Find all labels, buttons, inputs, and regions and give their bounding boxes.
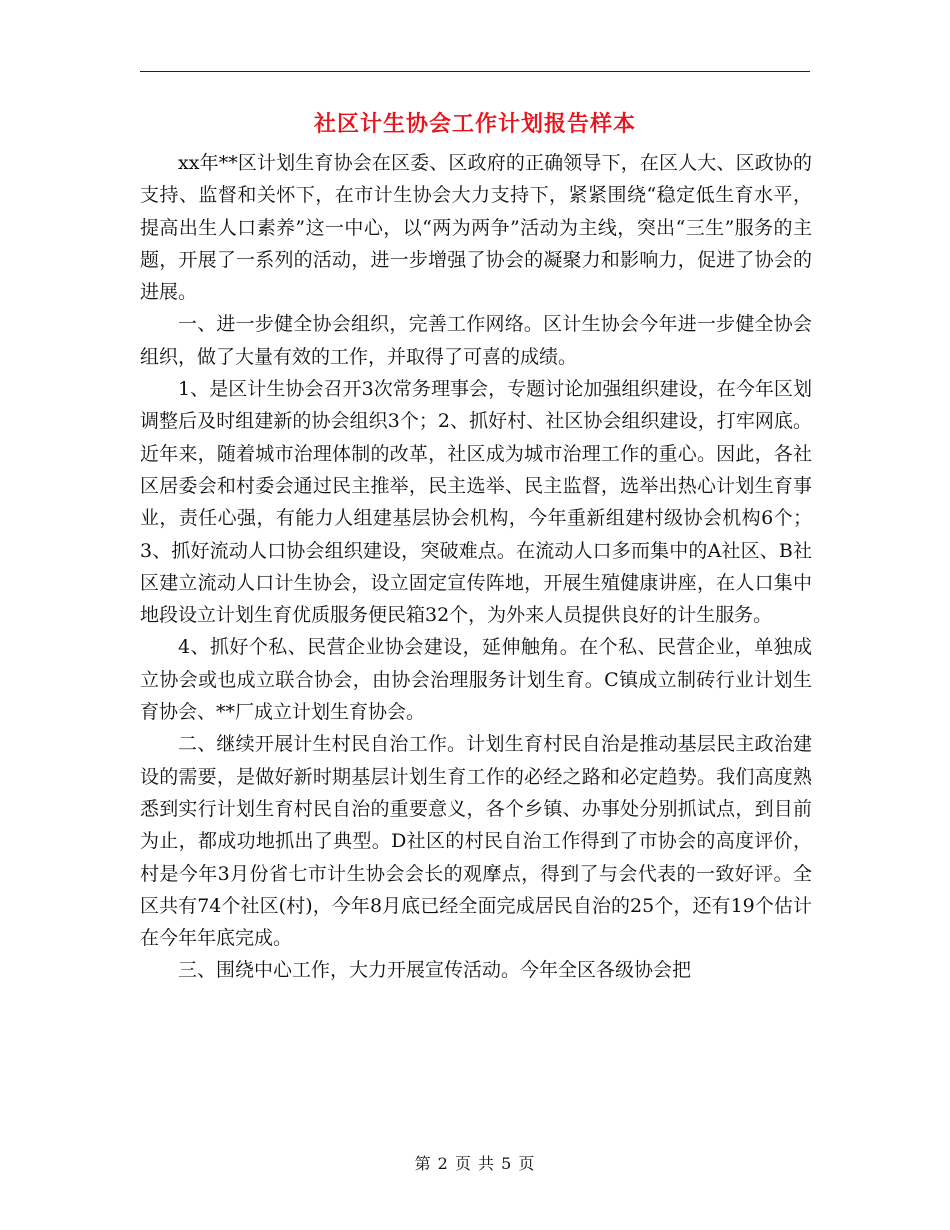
- header-rule: [140, 71, 810, 72]
- paragraph-section-1: 一、进一步健全协会组织，完善工作网络。区计生协会今年进一步健全协会组织，做了大量有效的工作，并取得了可喜的成绩。: [140, 313, 812, 368]
- document-body: [140, 147, 812, 987]
- paragraph-section-2: 二、继续开展计生村民自治工作。计划生育村民自治是推动基层民主政治建设的需要，是做好新时期基层计划生育工作的必经之路和必定趋势。我们高度熟悉到实行计划生育村民自治的重要意义，各个乡镇、办事处分别抓试点，到目前为止，都成功地抓出了典型。D社区的村民自治工作得到了市协会的高度评价，村是今年3月份省七市计生协会会长的观摩点，得到了与会代表的一致好评。全区共有74个社区(村)，今年8月底已经全面完成居民自治的25个，还有19个估计在今年年底完成。: [140, 733, 812, 950]
- paragraph-intro: xx年**区计划生育协会在区委、区政府的正确领导下，在区人大、区政协的支持、监督和关怀下，在市计生协会大力支持下，紧紧围绕“稳定低生育水平，提高出生人口素养”这一中心，以“两为两争”活动为主线，突出“三生”服务的主题，开展了一系列的活动，进一步增强了协会的凝聚力和影响力，促进了协会的进展。: [140, 152, 812, 304]
- paragraph-enterprise-associations: 4、抓好个私、民营企业协会建设，延伸触角。在个私、民营企业，单独成立协会或也成立联合协会，由协会治理服务计划生育。C镇成立制砖行业计划生育协会、**厂成立计划生育协会。: [140, 636, 812, 724]
- document-title: 社区计生协会工作计划报告样本: [313, 111, 636, 137]
- paragraph-section-3: 三、围绕中心工作，大力开展宣传活动。今年全区各级协会把: [178, 959, 692, 982]
- page-footer: 第 2 页 共 5 页: [414, 1154, 536, 1173]
- paragraph-organization-details: 1、是区计生协会召开3次常务理事会，专题讨论加强组织建设，在今年区划调整后及时组建新的协会组织3个；2、抓好村、社区协会组织建设，打牢网底。近年来，随着城市治理体制的改革，社区成为城市治理工作的重心。因此，各社区居委会和村委会通过民主推举，民主选举、民主监督，选举出热心计划生育事业，责任心强，有能力人组建基层协会机构，今年重新组建村级协会机构6个；3、抓好流动人口协会组织建设，突破难点。在流动人口多而集中的A社区、B社区建立流动人口计生协会，设立固定宣传阵地，开展生殖健康讲座，在人口集中地段设立计划生育优质服务便民箱32个，为外来人员提供良好的计生服务。: [140, 378, 812, 627]
